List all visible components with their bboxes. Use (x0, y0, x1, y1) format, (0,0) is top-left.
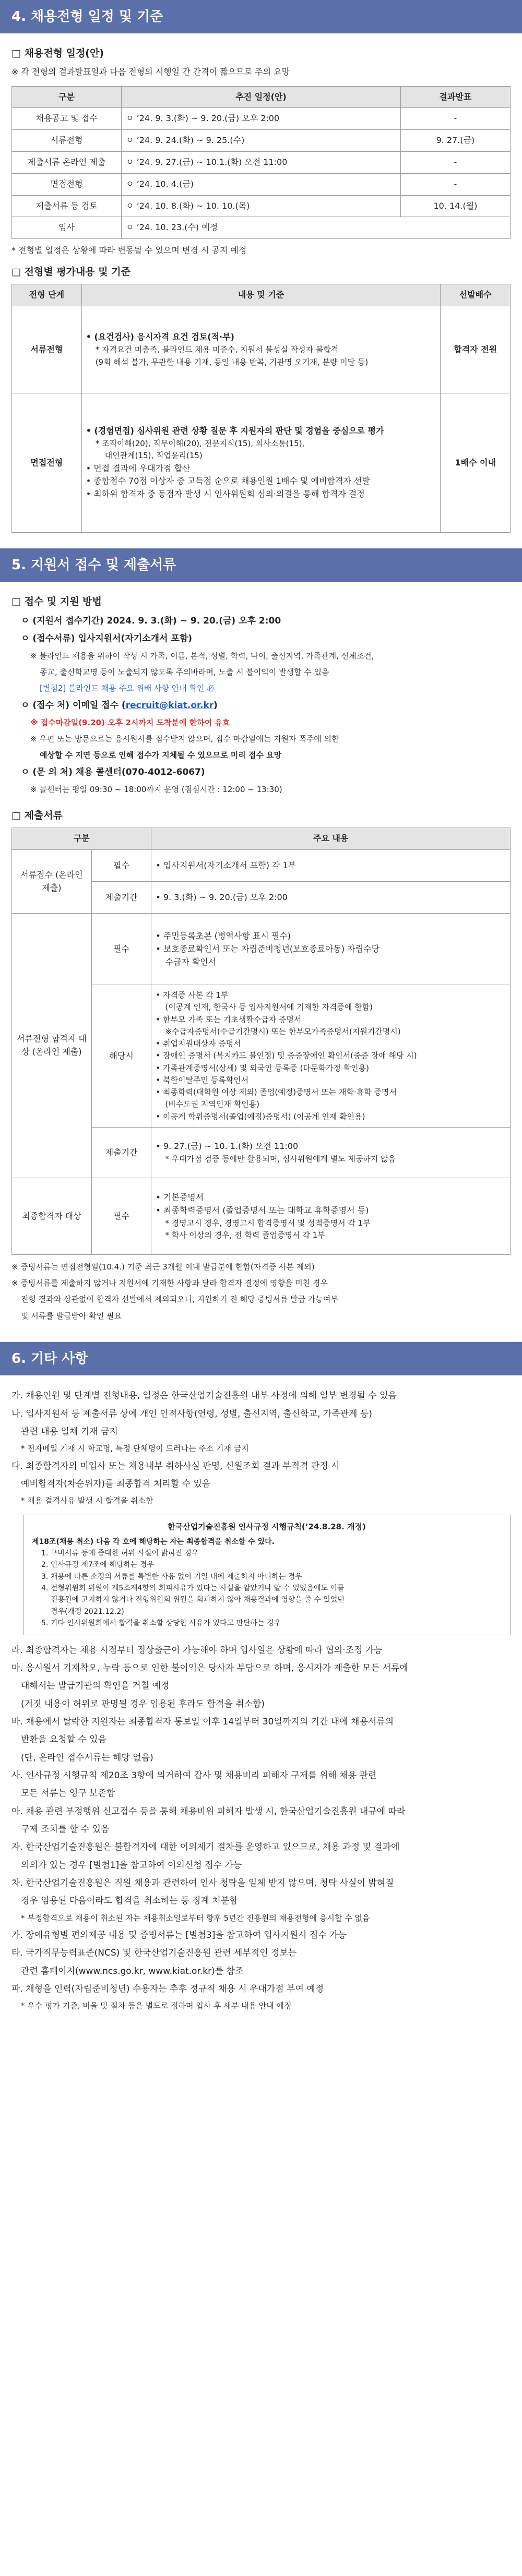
stage-label: 면접전형 (12, 393, 82, 533)
type-label: 필수 (91, 914, 151, 985)
etc-item: * 부정합격으로 채용이 취소된 자는 채용취소일로부터 향후 5년간 진흥원의 채용전형에 응시할 수 없음 (21, 1913, 370, 1923)
type-label: 해당시 (91, 985, 151, 1128)
regulation-item: 1. 구비서류 등에 중대한 허위 사실이 밝혀진 경우 (41, 1549, 199, 1557)
deadline-warning: ※ 접수마감일(9.20) 오후 2시까지 도착분에 한하여 유효 (30, 717, 230, 727)
doc-item: • 북한이탈주민 등록확인서 (156, 1075, 249, 1085)
group-label: 최종합격자 대상 (12, 1178, 92, 1254)
criteria-line: • (요건검사) 응시자격 요건 검토(적·부) (86, 332, 234, 342)
cell: - (400, 173, 510, 195)
cell: 면접전형 (12, 173, 122, 195)
doc-item: * 우대가점 검증 등에만 활용되며, 심사위원에게 별도 제공하지 않음 (165, 1154, 396, 1164)
method-line: ※ 블라인드 채용을 위하여 작성 시 가족, 이름, 본적, 성별, 학력, 나이, 출신지역, 가족관계, 신체조건, (30, 651, 374, 661)
etc-item: 모든 서류는 영구 보존함 (21, 1788, 115, 1799)
cell: ㅇ ’24. 9. 3.(화) ~ 9. 20.(금) 오후 2:00 (122, 108, 401, 130)
group-label: 서류접수 (온라인 제출) (12, 850, 92, 914)
etc-item: 라. 최종합격자는 채용 시점부터 정상출근이 가능해야 하며 입사일은 상황에 따라 협의·조정 가능 (11, 1645, 383, 1656)
docs-title: □ 제출서류 (11, 810, 63, 821)
table-row (12, 850, 511, 882)
docs-footnote: ※ 증빙서류는 면접전형일(10.4.) 기준 최근 3개월 이내 발급분에 한함(자격증 사본 제외) (11, 1262, 315, 1272)
blind-guide-link[interactable]: [별첨2] 블라인드 채용 주요 위배 사항 안내 확인 必 (40, 684, 215, 693)
stage-content (81, 306, 441, 393)
etc-item: 사. 인사규정 시행규칙 제20조 3항에 의거하여 갑사 및 채용비리 피해자 구제를 위해 채용 관련 (11, 1770, 377, 1781)
cell: 임사 (12, 217, 122, 239)
doc-item: • 9. 27.(금) ~ 10. 1.(화) 오전 11:00 (156, 1141, 299, 1151)
doc-item: • 한부모 가족 또는 기초생활수급자 증명서 (156, 1014, 302, 1024)
email-close: ) (213, 700, 218, 711)
docs-footnote: ※ 증빙서류를 제출하지 않거나 지원서에 기재한 사항과 달라 합격자 결정에 영향을 미친 경우 (11, 1278, 328, 1288)
cell: 제출서류 등 검토 (12, 195, 122, 217)
criteria-line: (9회 해석 불가, 무관한 내용 기재, 동일 내용 반복, 기관명 오기재, 분량 미달 등) (95, 357, 369, 367)
email-label: ㅇ (접수 처) 이메일 접수 ( (21, 700, 126, 711)
etc-item: 바. 채용에서 탈락한 지원자는 최종합격자 통보일 이후 14일부터 30일까지의 기간 내에 채용서류의 (11, 1717, 394, 1727)
etc-item: 차. 한국산업기술진흥원은 직원 채용과 관련하여 인사 청탁을 일체 받지 않으며, 청탁 사실이 밝혀질 (11, 1878, 394, 1889)
col-header: 구분 (12, 828, 151, 850)
table-row (12, 393, 511, 533)
etc-item: 아. 채용 관련 부정행위 신고접수 등을 통해 채용비위 피해자 발생 시, 한국산업기술진흥원 내규에 따라 (11, 1806, 406, 1817)
method-line: 예상할 수 지연 등으로 인해 접수가 지체될 수 있으므로 미리 접수 요망 (40, 750, 282, 760)
table-row (12, 130, 511, 152)
doc-item: • 이공계 학위증명서(졸업(예정)증명서) (이공계 인재 확인용) (156, 1111, 365, 1121)
stage-label: 서류전형 (12, 306, 82, 393)
section-6-title: 6. 기타 사항 (0, 1342, 522, 1375)
stage-ratio: 합격자 전원 (441, 306, 511, 393)
stage-ratio: 1배수 이내 (441, 393, 511, 533)
schedule-title: □ 채용전형 일정(안) (11, 47, 104, 59)
schedule-note: ※ 각 전형의 결과발표일과 다음 전형의 시행일 간 간격이 짧으므로 주의 요망 (11, 66, 290, 77)
regulation-box (23, 1515, 511, 1635)
doc-item: * 경영고시 경우, 경영고시 합격증명서 및 성적증명서 각 1부 (165, 1218, 371, 1228)
type-label: 제출기간 (91, 1127, 151, 1178)
cell: 10. 14.(월) (400, 195, 510, 217)
docs-footnote: 전형 결과와 상관없이 합격자 선발에서 제외되오니, 지원하기 전 해당 증빙서류 발급 가능여부 (21, 1295, 338, 1304)
method-line: ※ 콜센터는 평일 09:30 ~ 18:00까지 운영 (점심시간 : 12:00 ~ 13:30) (30, 784, 282, 794)
docs-table (11, 828, 511, 1255)
schedule-footnote: * 전형별 일정은 상황에 따라 변동될 수 있으며 변경 시 공지 예정 (11, 245, 247, 256)
cell: 9. 27.(금) (400, 130, 510, 152)
etc-item: 다. 최종합격자의 미입사 또는 채용내부 취하사실 판명, 신원조회 결과 부적격 판정 시 (11, 1460, 340, 1471)
cell: ㅇ ’24. 10. 4.(금) (122, 173, 401, 195)
section-4-title: 4. 채용전형 일정 및 기준 (0, 0, 522, 33)
criteria-line: • 면접 결과에 우대가점 합산 (86, 463, 191, 473)
etc-item: 카. 장애유형별 편의제공 내용 및 증빙서류는 [별첨3]을 참고하여 입사지원시 접수 가능 (11, 1930, 347, 1941)
cell: - (400, 151, 510, 173)
schedule-table (11, 86, 511, 239)
group-label: 서류전형 합격자 대상 (온라인 제출) (12, 914, 92, 1178)
cell: 서류전형 (12, 130, 122, 152)
method-line: 종교, 출신학교명 등이 노출되지 않도록 주의바라며, 노출 시 불이익이 발생할 수 있음 (40, 667, 329, 677)
etc-item: 파. 채형을 인력(자립준비청년) 수용자는 추후 정규직 채용 시 우대가점 부여 예정 (11, 1984, 324, 1995)
table-row (12, 173, 511, 195)
table-row (12, 195, 511, 217)
criteria-line: • 최하위 합격자 중 동점자 발생 시 인사위원회 심의·의결을 통해 합격자 결정 (86, 489, 365, 499)
etc-item: 자. 한국산업기술진흥원은 불합격자에 대한 이의제기 절차를 운영하고 있으므로, 채용 과정 및 결과에 (11, 1842, 400, 1853)
etc-item: 대해서는 발급기관의 확인을 거칠 예정 (21, 1681, 170, 1692)
etc-item: 관련 내용 일체 기재 금지 (21, 1426, 118, 1437)
doc-item: • 기본증명서 (156, 1192, 204, 1202)
col-header: 전형 단계 (12, 284, 82, 306)
table-row (12, 1178, 511, 1254)
col-header: 구분 (12, 86, 122, 108)
doc-items (151, 985, 511, 1128)
cell: ㅇ ’24. 10. 8.(화) ~ 10. 10.(목) (122, 195, 401, 217)
type-label: 제출기간 (91, 882, 151, 914)
doc-item: • 입사지원서(자기소개서 포함) 각 1부 (151, 850, 511, 882)
method-line: ㅇ (접수서류) 입사지원서(자기소개서 포함) (21, 633, 193, 644)
cell: ㅇ ’24. 9. 27.(금) ~ 10.1.(화) 오전 11:00 (122, 151, 401, 173)
regulation-item: 경우(개정 2021.12.2) (51, 1607, 124, 1616)
doc-item: • 취업지원대상자 증명서 (156, 1039, 241, 1049)
cell: ㅇ ’24. 9. 24.(화) ~ 9. 25.(수) (122, 130, 401, 152)
doc-item: • 최종학력(대학원 이상 제외) 졸업(예정)증명서 또는 재학·휴학 증명서 (156, 1087, 397, 1097)
etc-item: 나. 입사지원서 등 제출서류 상에 개인 인적사항(연령, 성별, 출신지역, 출신학교, 가족관계 등) (11, 1408, 372, 1419)
col-header: 주요 내용 (151, 828, 511, 850)
doc-item: (이공계 인재, 한국사 등 입사지원서에 기재한 자격증에 한함) (165, 1002, 373, 1012)
table-row (12, 108, 511, 130)
email-link[interactable]: recruit@kiat.or.kr (125, 700, 214, 711)
col-header: 추진 일정(안) (122, 86, 401, 108)
etc-item: * 우수 평가 기준, 비율 및 절차 등은 별도로 정하며 입사 후 세부 내용 안내 예정 (21, 2001, 292, 2011)
criteria-title: □ 전형별 평가내용 및 기준 (11, 266, 130, 278)
doc-items (151, 1127, 511, 1178)
doc-item: • 장애인 증명서 (복지카드 불인정) 및 중증장애인 확인서(중증 장애 해당 시) (156, 1051, 417, 1061)
etc-item: * 전자메일 기재 시 학교명, 특정 단체명이 드러나는 주소 기재 금지 (21, 1444, 249, 1454)
etc-item: 타. 국가직무능력표준(NCS) 및 한국산업기술진흥원 관련 세부적인 정보는 (11, 1948, 297, 1959)
doc-items (151, 1178, 511, 1254)
etc-item: 구제 조치를 할 수 있음 (21, 1824, 110, 1835)
etc-item: 예비합격자(차순위자)를 최종합격 처리할 수 있음 (21, 1478, 211, 1489)
regulation-item: 3. 채용에 따른 소정의 서류를 특별한 사유 없이 기일 내에 제출하지 아니하는 경우 (41, 1572, 302, 1581)
cell: 제출서류 온라인 제출 (12, 151, 122, 173)
col-header: 선발배수 (441, 284, 511, 306)
table-row (12, 914, 511, 985)
regulation-item: 2. 인사규정 제7조에 해당하는 경우 (41, 1561, 154, 1569)
regulation-item: 진흥원에 고지하지 않거나 전형위원회 위원을 회피하지 않아 채용결과에 영향을 줄 수 있었던 (51, 1596, 345, 1604)
method-line (11, 699, 511, 712)
regulation-head: 제18조(채용 취소) 다음 각 호에 해당하는 자는 최종합격을 취소할 수 있다. (32, 1537, 275, 1546)
etc-item: * 채용 결격사유 발생 시 합격을 취소함 (21, 1496, 153, 1506)
etc-item: 마. 응시원서 기재착오, 누락 등으로 인한 불이익은 당사자 부담으로 하며, 응시자가 제출한 모든 서류에 (11, 1662, 408, 1673)
doc-item: • 보호종료확인서 또는 자립준비청년(보호종료아동) 자립수당 (156, 943, 380, 954)
etc-item: (단, 온라인 접수서류는 해당 없음) (21, 1752, 153, 1763)
col-header: 내용 및 기준 (81, 284, 441, 306)
criteria-table (11, 284, 511, 533)
section-5 (0, 582, 522, 1342)
doc-item: (비수도권 지역인재 확인용) (165, 1099, 260, 1109)
etc-item: 의의가 있는 경우 [별첨1]을 참고하여 이의신청 접수 가능 (21, 1860, 242, 1871)
cell: ㅇ ’24. 10. 23.(수) 예정 (122, 217, 511, 239)
stage-content (81, 393, 441, 533)
section-5-title: 5. 지원서 접수 및 제출서류 (0, 548, 522, 582)
section-4 (0, 33, 522, 548)
criteria-line: • 종합점수 70점 이상자 중 고득점 순으로 채용인원 1배수 및 예비합격자 선발 (86, 476, 370, 486)
doc-items (151, 914, 511, 985)
regulation-title: 한국산업기술진흥원 인사규정 시행규칙(’24.8.28. 개정) (168, 1521, 366, 1531)
type-label: 필수 (91, 850, 151, 882)
regulation-item: 4. 전형위원회 위원이 제5조제4항의 회피사유가 있다는 사실을 알았거나 알 수 있었음에도 이를 (41, 1584, 345, 1593)
doc-item: • 주민등록초본 (병역사항 표시 필수) (156, 931, 291, 941)
etc-item: (거짓 내용이 허위로 판명될 경우 임용된 후라도 합격을 취소함) (21, 1698, 265, 1709)
etc-item: 반환을 요청할 수 있음 (21, 1734, 107, 1745)
docs-footnote: 및 서류를 발급받아 확인 필요 (21, 1311, 122, 1321)
doc-item: 수급자 확인서 (165, 956, 217, 967)
doc-item: • 최종학력증명서 (졸업증명서 또는 대학교 휴학증명서 등) (156, 1205, 369, 1215)
criteria-line: 대인관계(15), 직업윤리(15) (104, 451, 203, 461)
table-row (12, 217, 511, 239)
regulation-item: 5. 기타 인사위원회에서 합격을 취소할 상당한 사유가 있다고 판단하는 경우 (41, 1619, 281, 1628)
doc-item: • 가족관계증명서(상세) 및 외국인 등록증 (다문화가정 확인용) (156, 1063, 370, 1073)
doc-item: • 9. 3.(화) ~ 9. 20.(금) 오후 2:00 (151, 882, 511, 914)
doc-item: • 자격증 사본 각 1부 (156, 990, 229, 1000)
table-row (12, 306, 511, 393)
doc-item: ※수급자증명서(수급기간명시) 또는 한부모가족증명서(지원기간명시) (165, 1026, 401, 1036)
col-header: 결과발표 (400, 86, 510, 108)
method-title: □ 접수 및 지원 방법 (11, 596, 102, 608)
method-line: ※ 우편 또는 방문으로는 응시원서를 접수받지 않으며, 접수 마감일에는 지원자 폭주에 의한 (30, 734, 339, 744)
criteria-line: * 자격요건 미충족, 블라인드 채용 미준수, 지원서 불성실 작성자 불합격 (95, 345, 339, 355)
table-row (12, 151, 511, 173)
cell: 채용공고 및 접수 (12, 108, 122, 130)
etc-item: 경우 임용된 다음이라도 합격을 취소하는 등 징계 처분함 (21, 1896, 238, 1907)
section-6 (0, 1375, 522, 2032)
criteria-line: * 조직이해(20), 직무이해(20), 전문지식(15), 의사소통(15), (95, 439, 305, 449)
method-line: ㅇ (문 의 처) 채용 콜센터(070-4012-6067) (21, 767, 205, 778)
method-line: ㅇ (지원서 접수기간) 2024. 9. 3.(화) ~ 9. 20.(금) 오후 2:00 (21, 615, 281, 626)
doc-item: * 학사 이상의 경우, 전 학력 졸업증명서 각 1부 (165, 1230, 325, 1240)
etc-item: 관련 홈페이지(www.ncs.go.kr, www.kiat.or.kr)를 참조 (21, 1966, 244, 1976)
cell: - (400, 108, 510, 130)
etc-item: 가. 채용인원 및 단계별 전형내용, 일정은 한국산업기술진흥원 내부 사정에 의해 일부 변경될 수 있음 (11, 1391, 397, 1401)
criteria-line: • (경험면접) 심사위원 관련 상황 질문 후 지원자의 판단 및 경험을 중심으로 평가 (86, 426, 384, 436)
type-label: 필수 (91, 1178, 151, 1254)
